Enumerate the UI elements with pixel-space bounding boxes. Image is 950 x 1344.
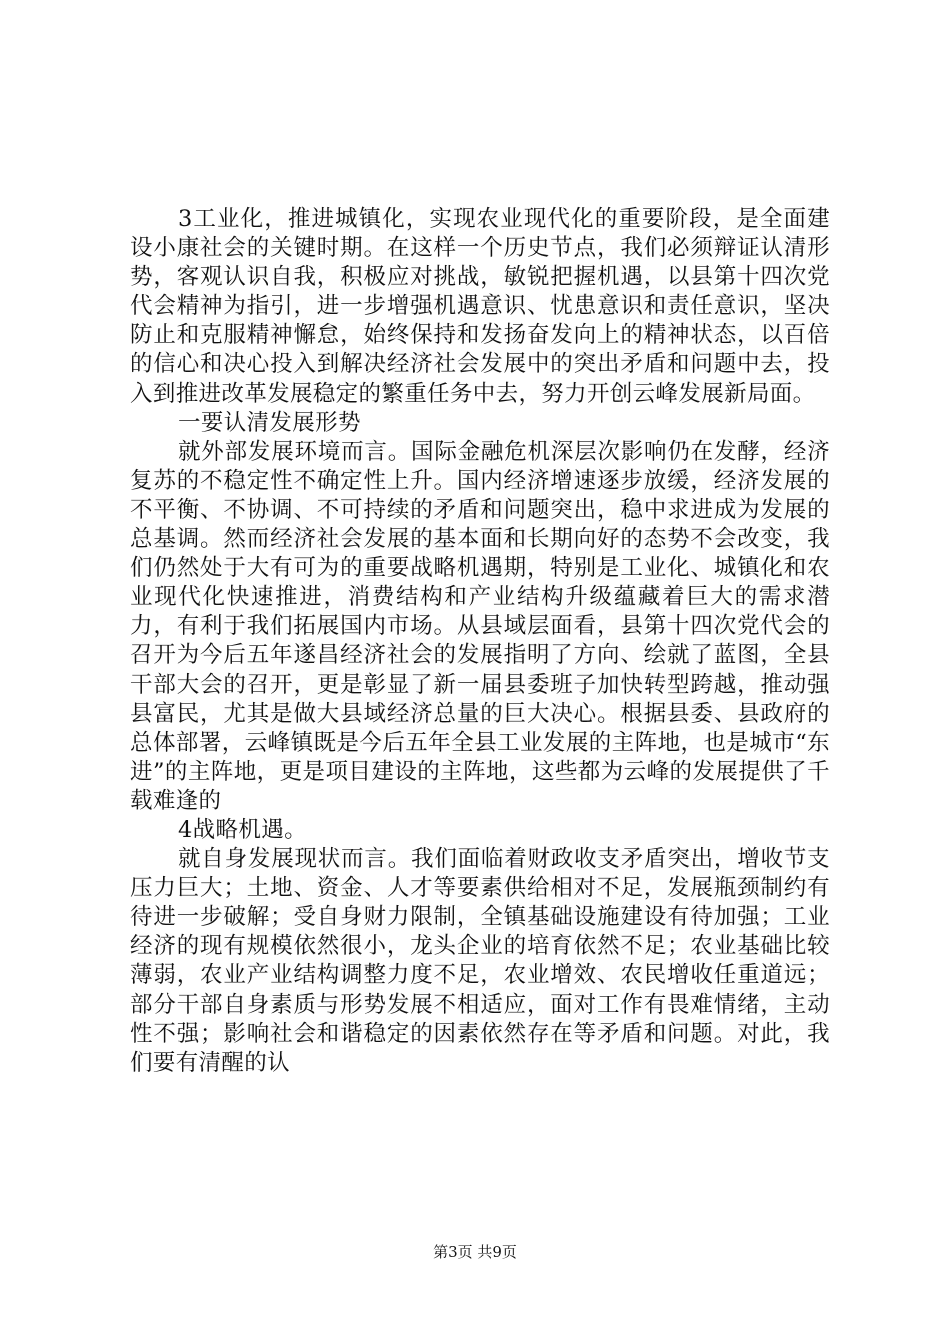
paragraph-strategic-opportunity: 4战略机遇。 <box>178 816 307 843</box>
paragraph-intro: 3工业化，推进城镇化，实现农业现代化的重要阶段，是全面建设小康社会的关键时期。在这样一个历史节点，我们必须辩证认清形势，客观认识自我，积极应对挑战，敏锐把握机遇，以县第十四次党代会精神为指引，进一步增强机遇意识、忧患意识和责任意识，坚决防止和克服精神懈怠，始终保持和发扬奋发向上的精神状态，以百倍的信心和决心投入到解决经济社会发展中的突出矛盾和问题中去，投入到推进改革发展稳定的繁重任务中去，努力开创云峰发展新局面。 <box>130 206 830 407</box>
paragraph-external-environment: 就外部发展环境而言。国际金融危机深层次影响仍在发酵，经济复苏的不稳定性不确定性上升。国内经济增速逐步放缓，经济发展的不平衡、不协调、不可持续的矛盾和问题突出，稳中求进成为发展的总基调。然而经济社会发展的基本面和长期向好的态势不会改变，我们仍然处于大有可为的重要战略机遇期，特别是工业化、城镇化和农业现代化快速推进，消费结构和产业结构升级蕴藏着巨大的需求潜力，有利于我们拓展国内市场。从县域层面看，县第十四次党代会的召开为今后五年遂昌经济社会的发展指明了方向、绘就了蓝图，全县干部大会的召开，更是彰显了新一届县委班子加快转型跨越，推动强县富民，尤其是做大县域经济总量的巨大决心。根据县委、县政府的总体部署，云峰镇既是今后五年全县工业发展的主阵地，也是城市“东进”的主阵地，更是项目建设的主阵地，这些都为云峰的发展提供了千载难逢的 <box>130 438 830 814</box>
section-heading: 一要认清发展形势 <box>178 409 361 436</box>
document-body <box>130 205 830 1078</box>
page-number-footer: 第3页 共9页 <box>433 1243 517 1261</box>
paragraph-own-situation: 就自身发展现状而言。我们面临着财政收支矛盾突出，增收节支压力巨大；土地、资金、人才等要素供给相对不足，发展瓶颈制约有待进一步破解；受自身财力限制，全镇基础设施建设有待加强；工业经济的现有规模依然很小，龙头企业的培育依然不足；农业基础比较薄弱，农业产业结构调整力度不足，农业增效、农民增收任重道远；部分干部自身素质与形势发展不相适应，面对工作有畏难情绪，主动性不强；影响社会和谐稳定的因素依然存在等矛盾和问题。对此，我们要有清醒的认 <box>130 846 830 1076</box>
